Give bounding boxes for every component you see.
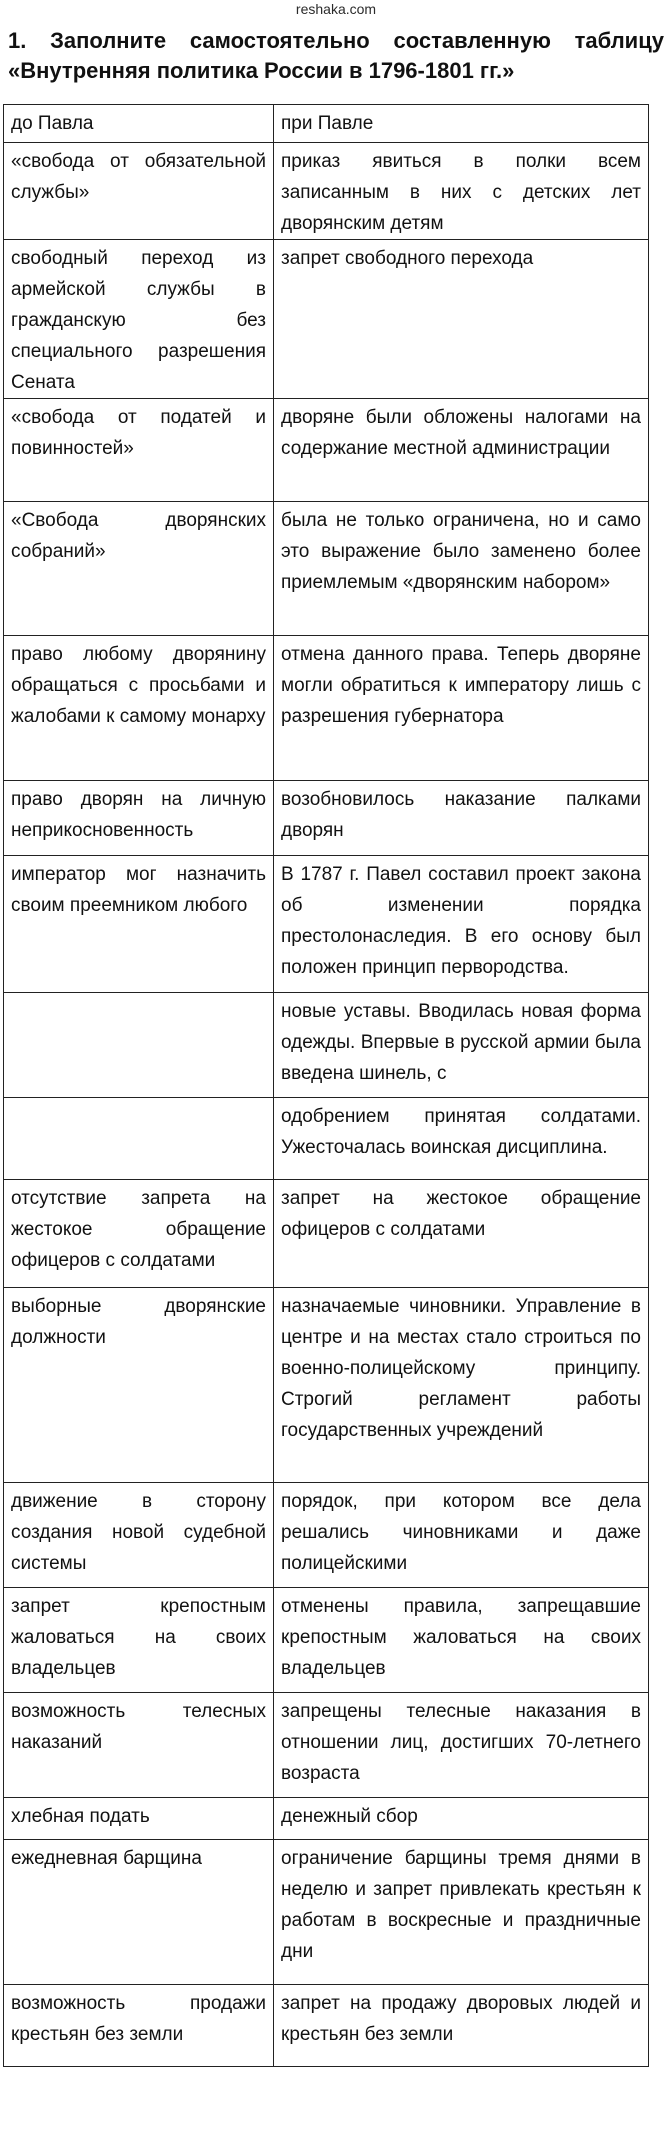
heading-line-2: «Внутренняя политика России в 1796-1801 гг.» bbox=[8, 58, 515, 83]
table-row bbox=[4, 993, 649, 1098]
cell-before: право любому дворянину обращаться с просьбами и жалобами к самому монарху bbox=[4, 636, 274, 781]
cell-under: отмена данного права. Теперь дворяне могли обратиться к императору лишь с разрешения губернатора bbox=[274, 636, 649, 781]
table-row bbox=[4, 1483, 649, 1588]
task-heading bbox=[8, 26, 664, 86]
table-row bbox=[4, 502, 649, 636]
heading-word-4: таблицу bbox=[574, 28, 664, 53]
cell-before: хлебная подать bbox=[4, 1798, 274, 1840]
task-number: 1. bbox=[8, 28, 27, 53]
site-watermark-top: reshaka.com bbox=[295, 1, 377, 17]
table-row bbox=[4, 1985, 649, 2067]
cell-under: денежный сбор bbox=[274, 1798, 649, 1840]
cell-under: запрет на жестокое обращение офицеров с солдатами bbox=[274, 1180, 649, 1288]
table-row bbox=[4, 1098, 649, 1180]
table-row bbox=[4, 1288, 649, 1483]
heading-word-3: составленную bbox=[393, 28, 551, 53]
cell-before bbox=[4, 1098, 274, 1180]
cell-before: возможность продажи крестьян без земли bbox=[4, 1985, 274, 2067]
header-cell-before-paul: до Павла bbox=[4, 105, 274, 143]
cell-before bbox=[4, 993, 274, 1098]
cell-before: движение в сторону создания новой судебной системы bbox=[4, 1483, 274, 1588]
cell-before: выборные дворянские должности bbox=[4, 1288, 274, 1483]
cell-before: отсутствие запрета на жестокое обращение офицеров с солдатами bbox=[4, 1180, 274, 1288]
table-row bbox=[4, 781, 649, 856]
heading-word-1: Заполните bbox=[50, 28, 167, 53]
header-cell-under-paul: при Павле bbox=[274, 105, 649, 143]
cell-under: новые уставы. Вводилась новая форма одежды. Впервые в русской армии была введена шинель, с bbox=[274, 993, 649, 1098]
table-row bbox=[4, 636, 649, 781]
cell-under: запрет свободного перехода bbox=[274, 240, 649, 399]
cell-under: была не только ограничена, но и само это выражение было заменено более приемлемым «дворянским набором» bbox=[274, 502, 649, 636]
cell-before: возможность телесных наказаний bbox=[4, 1693, 274, 1798]
table-row bbox=[4, 856, 649, 993]
table-row bbox=[4, 1180, 649, 1288]
heading-word-2: самостоятельно bbox=[189, 28, 370, 53]
cell-under: одобрением принятая солдатами. Ужесточалась воинская дисциплина. bbox=[274, 1098, 649, 1180]
table-row bbox=[4, 1798, 649, 1840]
table-row bbox=[4, 1693, 649, 1798]
cell-before: «свобода от обязательной службы» bbox=[4, 143, 274, 240]
policy-table bbox=[3, 104, 649, 2067]
cell-under: порядок, при котором все дела решались чиновниками и даже полицейскими bbox=[274, 1483, 649, 1588]
table-row bbox=[4, 1588, 649, 1693]
cell-under: дворяне были обложены налогами на содержание местной администрации bbox=[274, 399, 649, 502]
cell-under: возобновилось наказание палками дворян bbox=[274, 781, 649, 856]
cell-before: император мог назначить своим преемником любого bbox=[4, 856, 274, 993]
cell-under: запрещены телесные наказания в отношении лиц, достигших 70-летнего возраста bbox=[274, 1693, 649, 1798]
cell-before: ежедневная барщина bbox=[4, 1840, 274, 1985]
cell-before: запрет крепостным жаловаться на своих владельцев bbox=[4, 1588, 274, 1693]
cell-under: В 1787 г. Павел составил проект закона об изменении порядка престолонаследия. В его основу был положен принцип первородства. bbox=[274, 856, 649, 993]
cell-under: назначаемые чиновники. Управление в центре и на местах стало строиться по военно-полицейскому принципу. Строгий регламент работы государственных учреждений bbox=[274, 1288, 649, 1483]
table-row bbox=[4, 143, 649, 240]
table-row bbox=[4, 240, 649, 399]
table-row bbox=[4, 1840, 649, 1985]
cell-before: право дворян на личную неприкосновенность bbox=[4, 781, 274, 856]
heading-line-1 bbox=[8, 26, 664, 56]
table-header-row bbox=[4, 105, 649, 143]
cell-before: «Свобода дворянских собраний» bbox=[4, 502, 274, 636]
cell-under: отменены правила, запрещавшие крепостным жаловаться на своих владельцев bbox=[274, 1588, 649, 1693]
cell-under: приказ явиться в полки всем записанным в них с детских лет дворянским детям bbox=[274, 143, 649, 240]
cell-before: «свобода от податей и повинностей» bbox=[4, 399, 274, 502]
table-row bbox=[4, 399, 649, 502]
cell-under: ограничение барщины тремя днями в неделю и запрет привлекать крестьян к работам в воскресные и праздничные дни bbox=[274, 1840, 649, 1985]
cell-before: свободный переход из армейской службы в гражданскую без специального разрешения Сената bbox=[4, 240, 274, 399]
cell-under: запрет на продажу дворовых людей и крестьян без земли bbox=[274, 1985, 649, 2067]
